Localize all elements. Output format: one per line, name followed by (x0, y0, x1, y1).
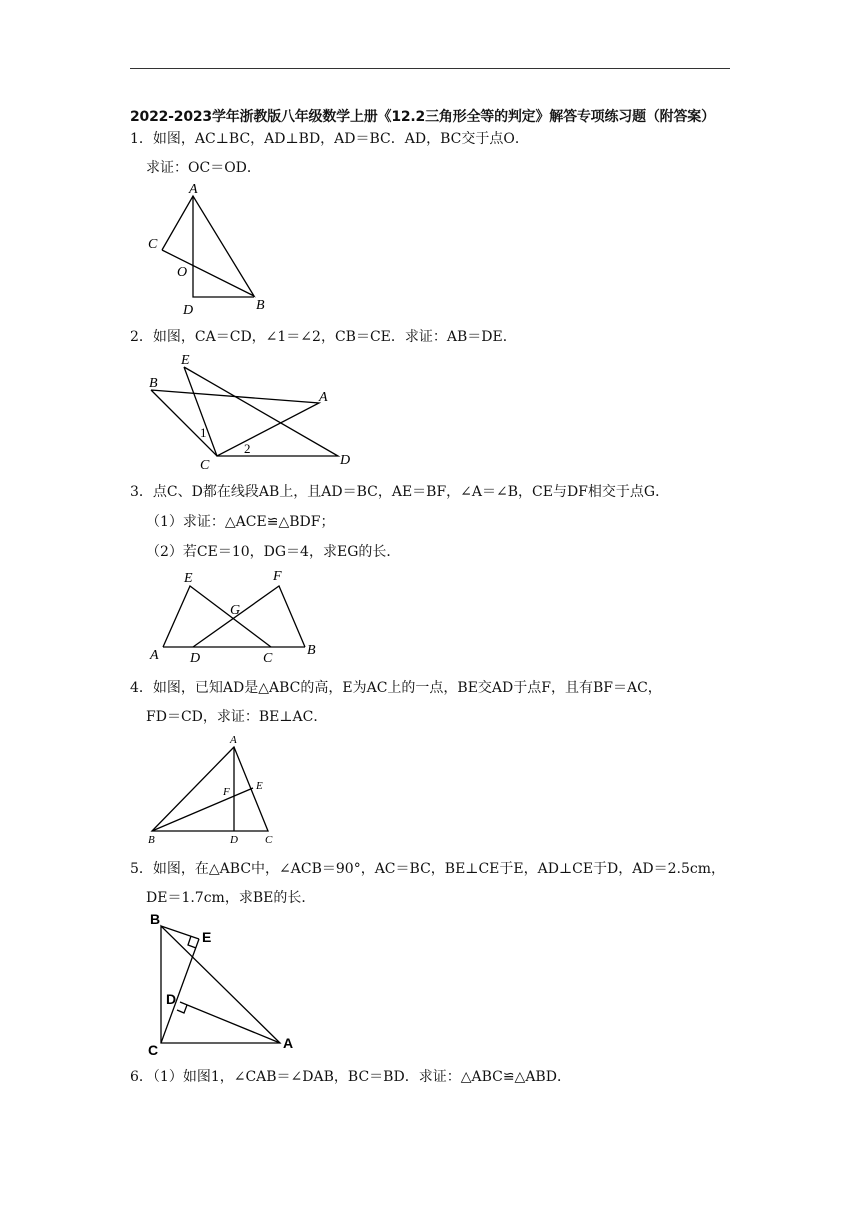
p1-label-O: O (177, 265, 188, 280)
p2-angle-1: 1 (200, 425, 207, 440)
problem-1-statement: 1．如图，AC⊥BC，AD⊥BD，AD＝BC．AD，BC交于点O． (130, 131, 529, 147)
p4-label-B: B (148, 834, 155, 846)
p5-label-D: D (166, 991, 177, 1007)
p1-label-B: B (256, 298, 265, 313)
p4-label-A: A (230, 734, 237, 746)
p3-label-F: F (273, 569, 282, 584)
p4-label-E: E (256, 780, 263, 792)
p5-triangle-BCA (161, 926, 280, 1043)
p3-label-E: E (184, 571, 193, 586)
p1-label-C: C (148, 237, 158, 252)
p3-label-G: G (230, 603, 241, 618)
p1-label-A: A (189, 182, 198, 197)
p2-label-B: B (149, 376, 158, 391)
worksheet-title: 2022-2023学年浙教版八年级数学上册《12.2三角形全等的判定》解答专项练习题（附答案） (130, 109, 715, 125)
problem-1-prove: 求证：OC＝OD． (146, 160, 261, 176)
problem-3-statement: 3．点C、D都在线段AB上，且AD＝BC，AE＝BF，∠A＝∠B，CE与DF相交于点G． (130, 484, 670, 500)
p3-label-B: B (307, 643, 316, 658)
problem-6-statement: 6．（1）如图1，∠CAB＝∠DAB，BC＝BD．求证：△ABC≌△ABD． (130, 1069, 571, 1085)
p3-label-A: A (150, 648, 159, 663)
p5-label-C: C (148, 1042, 159, 1058)
p5-label-B: B (150, 911, 161, 927)
problem-5-statement: 5．如图，在△ABC中，∠ACB＝90°，AC＝BC，BE⊥CE于E，AD⊥CE于D，AD＝2.5cm， (130, 861, 725, 877)
p1-label-D: D (183, 303, 194, 318)
p5-segment-AD (180, 1002, 280, 1043)
problem-4-statement-cont: FD＝CD，求证：BE⊥AC． (146, 709, 328, 725)
p3-label-C: C (263, 651, 273, 666)
p2-label-D: D (340, 453, 351, 468)
p2-label-E: E (181, 353, 190, 368)
problem-4-statement: 4．如图，已知AD是△ABC的高，E为AC上的一点，BE交AD于点F，且有BF＝AC， (130, 680, 662, 696)
p3-label-D: D (190, 651, 201, 666)
p2-angle-2: 2 (244, 441, 251, 456)
p5-right-angle-D (177, 1005, 187, 1013)
p2-label-C: C (200, 458, 210, 473)
p2-label-A: A (319, 390, 328, 405)
problem-2-statement: 2．如图，CA＝CD，∠1＝∠2，CB＝CE．求证：AB＝DE． (130, 329, 517, 345)
problem-5-statement-cont: DE＝1.7cm，求BE的长． (146, 890, 316, 906)
p5-label-E: E (202, 929, 212, 945)
p4-label-D: D (230, 834, 238, 846)
p5-label-A: A (283, 1035, 294, 1051)
problem-3-part-2: （2）若CE＝10，DG＝4，求EG的长． (146, 544, 401, 560)
p4-label-F: F (223, 786, 230, 798)
p4-label-C: C (265, 834, 273, 846)
problem-3-part-1: （1）求证：△ACE≌△BDF； (146, 514, 335, 530)
